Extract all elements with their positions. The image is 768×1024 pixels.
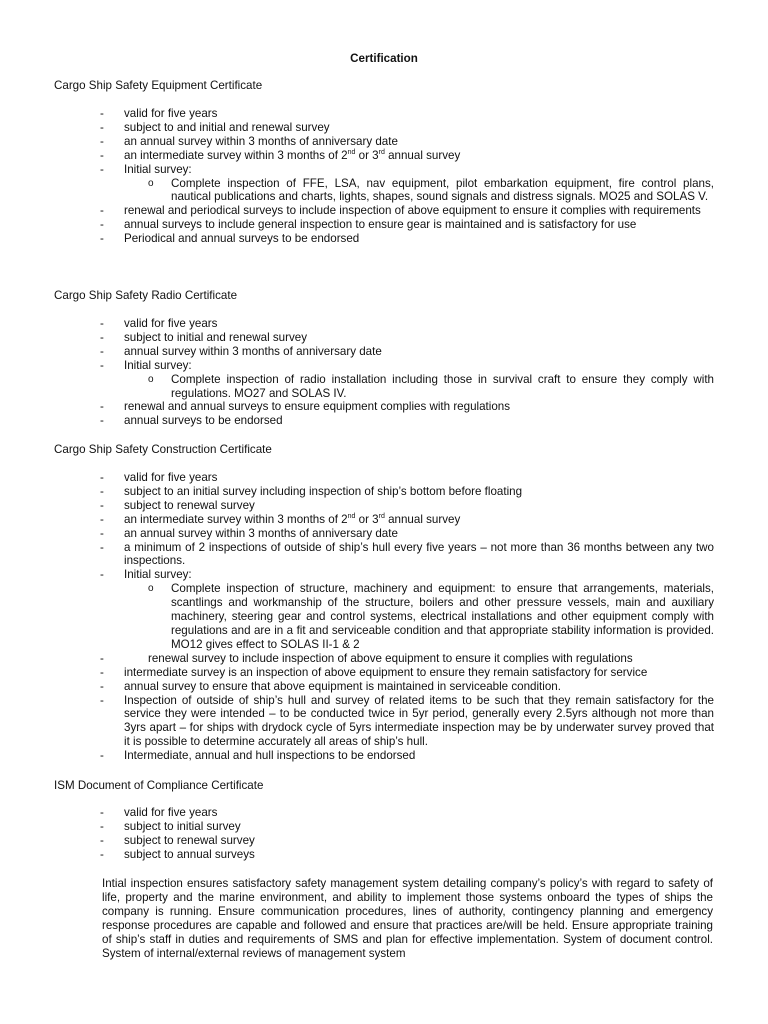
list-item: [54, 471, 714, 485]
list-item: [54, 121, 714, 135]
item-text: subject to annual surveys: [124, 847, 255, 861]
item-text: annual survey within 3 months of anniversary date: [124, 344, 382, 358]
list-item: [54, 331, 714, 345]
item-text: renewal and periodical surveys to include inspection of above equipment to ensure it complies with requirements: [124, 204, 701, 218]
item-text: subject to initial and renewal survey: [124, 330, 308, 344]
item-text: subject to an initial survey including inspection of ship’s bottom before floating: [124, 484, 523, 498]
dash-marker: -: [100, 400, 104, 414]
item-text: renewal survey to include inspection of above equipment to ensure it complies with regulations: [148, 651, 633, 665]
list-item: [54, 513, 714, 527]
dash-marker: -: [100, 693, 104, 707]
section-list-construction: [54, 471, 714, 763]
dash-marker: -: [100, 414, 104, 428]
section-heading-construction: Cargo Ship Safety Construction Certificate: [54, 443, 272, 456]
dash-marker: -: [100, 819, 104, 833]
dash-marker: -: [100, 107, 104, 120]
dash-marker: -: [100, 484, 104, 498]
list-item: [54, 485, 714, 499]
dash-marker: -: [100, 651, 104, 665]
item-text: an intermediate survey within 3 months of 2nd or 3rd annual survey: [124, 148, 461, 162]
dash-marker: -: [100, 679, 104, 693]
list-item: [54, 666, 714, 680]
dash-marker: -: [100, 162, 104, 176]
item-text: subject to and initial and renewal survey: [124, 120, 330, 134]
list-item: [54, 317, 714, 331]
list-item: [54, 163, 714, 177]
item-text: Initial survey:: [124, 358, 192, 372]
dash-marker: -: [100, 218, 104, 232]
list-item: [54, 149, 714, 163]
item-text: valid for five years: [124, 317, 218, 330]
item-text: valid for five years: [124, 806, 218, 819]
dash-marker: -: [100, 204, 104, 218]
sub-item-text: Complete inspection of FFE, LSA, nav equipment, pilot embarkation equipment, fire control plans, nautical publications and charts, lights, shapes, sound signals and distress signals. MO25 and SOLAS V.: [171, 176, 714, 204]
item-text: valid for five years: [124, 471, 218, 484]
list-item: [54, 499, 714, 513]
list-item: [54, 232, 714, 246]
bullet-marker: o: [148, 373, 154, 385]
list-item: [54, 848, 714, 862]
list-item: [54, 749, 714, 763]
item-text: annual surveys to include general inspection to ensure gear is maintained and is satisfactory for use: [124, 218, 637, 232]
dash-marker: -: [100, 749, 104, 763]
dash-marker: -: [100, 665, 104, 679]
item-text: subject to renewal survey: [124, 833, 255, 847]
sub-item-text: Complete inspection of structure, machinery and equipment: to ensure that arrangements, materials, scantlings and workmanship of the structure, boilers and other pressure vessels, main and auxiliary machinery, steering gear and control systems, electrical installations and other equipment comply with regulations and are in a fit and serviceable condition and that appropriate stability information is provided. MO12 gives effect to SOLAS II-1 & 2: [171, 582, 714, 651]
dash-marker: -: [100, 134, 104, 148]
list-item: [54, 345, 714, 359]
item-text: Initial survey:: [124, 162, 192, 176]
list-item: [54, 414, 714, 428]
item-text: Initial survey:: [124, 568, 192, 582]
dash-marker: -: [100, 471, 104, 484]
dash-marker: -: [100, 148, 104, 162]
item-text: subject to renewal survey: [124, 498, 255, 512]
item-text: Periodical and annual surveys to be endorsed: [124, 232, 360, 246]
dash-marker: -: [100, 512, 104, 526]
page-title: Certification: [350, 52, 418, 65]
list-item: [54, 568, 714, 582]
section-heading-equipment: Cargo Ship Safety Equipment Certificate: [54, 79, 263, 92]
dash-marker: -: [100, 568, 104, 582]
sub-list-item: [54, 177, 714, 205]
dash-marker: -: [100, 232, 104, 246]
item-text: annual survey to ensure that above equipment is maintained in serviceable condition.: [124, 679, 561, 693]
list-item: [54, 834, 714, 848]
dash-marker: -: [100, 358, 104, 372]
list-item: [54, 135, 714, 149]
item-text: valid for five years: [124, 107, 218, 120]
dash-marker: -: [100, 317, 104, 330]
section-heading-ism: ISM Document of Compliance Certificate: [54, 779, 264, 792]
item-text: an annual survey within 3 months of anniversary date: [124, 134, 398, 148]
list-item: [54, 652, 714, 666]
item-text: an intermediate survey within 3 months of 2nd or 3rd annual survey: [124, 512, 461, 526]
item-text: subject to initial survey: [124, 819, 241, 833]
dash-marker: -: [100, 498, 104, 512]
item-text: an annual survey within 3 months of anniversary date: [124, 526, 398, 540]
dash-marker: -: [100, 526, 104, 540]
dash-marker: -: [100, 344, 104, 358]
list-item: [54, 694, 714, 750]
section-list-radio: [54, 317, 714, 428]
section-list-equipment: [54, 107, 714, 246]
section-heading-radio: Cargo Ship Safety Radio Certificate: [54, 289, 238, 302]
item-text: annual surveys to be endorsed: [124, 414, 283, 428]
item-text: intermediate survey is an inspection of above equipment to ensure they remain satisfactory for service: [124, 665, 648, 679]
list-item: [54, 400, 714, 414]
item-text: a minimum of 2 inspections of outside of ship’s hull every five years – not more than 36 months between any two inspections.: [124, 540, 714, 568]
dash-marker: -: [100, 806, 104, 819]
sub-item-text: Complete inspection of radio installation including those in survival craft to ensure they comply with regulations. MO27 and SOLAS IV.: [171, 372, 714, 400]
list-item: [54, 820, 714, 834]
dash-marker: -: [100, 833, 104, 847]
dash-marker: -: [100, 120, 104, 134]
section-list-ism: [54, 806, 714, 862]
item-text: Inspection of outside of ship’s hull and survey of related items to be such that they remain satisfactory for the service they were intended – to be conducted twice in 5yr period, generally every 2.5yrs although not more than 3yrs apart – for ships with drydock cycle of 5yrs intermediate inspection may be by underwater survey proved that it is possible to determine accurately all areas of ship’s hull.: [124, 693, 714, 749]
sub-list-item: [54, 582, 714, 652]
item-text: renewal and annual surveys to ensure equipment complies with regulations: [124, 400, 511, 414]
ism-paragraph: Intial inspection ensures satisfactory safety management system detailing company’s policy’s with regard to safety of life, property and the marine environment, and ability to implement those systems onboard the types of ships the company is running. Ensure communication procedures, lines of authority, contingency planning and emergency response procedures are capable and followed and ensure that practices are/will be held. Ensure appropriate training of ship’s staff in duties and requirements of SMS and plan for effective implementation. System of document control. System of internal/external reviews of management system: [102, 877, 713, 960]
list-item: [54, 527, 714, 541]
item-text: Intermediate, annual and hull inspections to be endorsed: [124, 749, 416, 763]
dash-marker: -: [100, 330, 104, 344]
list-item: [54, 218, 714, 232]
dash-marker: -: [100, 847, 104, 861]
list-item: [54, 359, 714, 373]
dash-marker: -: [100, 540, 104, 554]
sub-list-item: [54, 373, 714, 401]
list-item: [54, 541, 714, 569]
list-item: [54, 204, 714, 218]
list-item: [54, 806, 714, 820]
list-item: [54, 107, 714, 121]
bullet-marker: o: [148, 177, 154, 189]
list-item: [54, 680, 714, 694]
bullet-marker: o: [148, 583, 154, 595]
